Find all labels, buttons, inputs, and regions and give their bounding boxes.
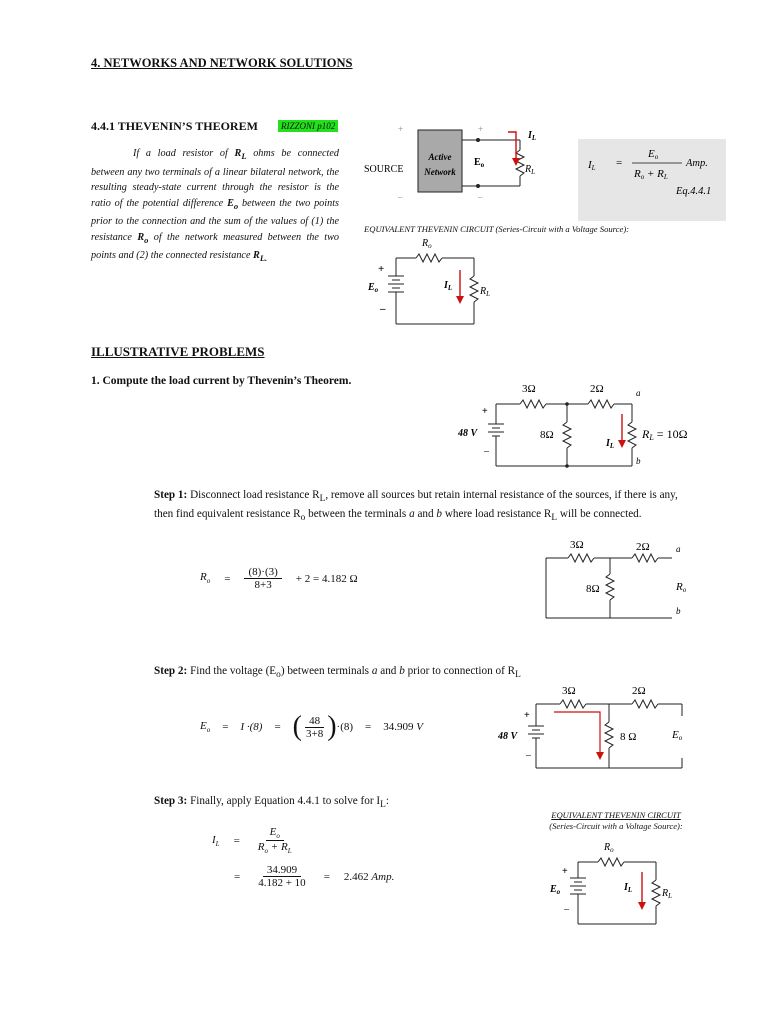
source-label: SOURCE (364, 164, 404, 175)
eo-label: Eo (672, 729, 683, 742)
terminal-b: b (676, 606, 681, 616)
rl-label: $R_L$ (480, 286, 491, 298)
minus-sign: – (484, 446, 489, 457)
ro-label: $R_o$ (422, 238, 432, 250)
il-label: $I_L$ (528, 130, 537, 142)
ro-label: Ro (676, 581, 687, 594)
reference-tag: RIZZONI p102 (278, 120, 338, 132)
ro-resistor (416, 254, 442, 262)
minus-sign: – (526, 750, 531, 761)
rl-label: $R_L$ (662, 888, 673, 900)
minus-sign: – (564, 904, 569, 915)
eq-den: Ro + RL (634, 168, 668, 181)
eq-num: Eo (648, 148, 659, 161)
step1-equation: $R_o$ = $\frac{(8)\cdot(3)}{8+3}$ + 2 = 4.182 Ω (200, 566, 358, 591)
plus-sign: + (562, 866, 568, 877)
resistor-2ohm (588, 400, 614, 408)
rl-label: RL = 10Ω (642, 427, 688, 442)
current-arrow (554, 712, 600, 754)
plus-sign: + (482, 406, 488, 417)
subsection-title: 4.4.1 THEVENIN’S THEOREM (91, 119, 258, 133)
eq-tag: Eq.4.4.1 (676, 186, 712, 197)
resistor-label: 2Ω (590, 383, 604, 395)
current-arrow (508, 132, 516, 160)
plus-sign: + (378, 263, 385, 275)
section-title: 4. NETWORKS AND NETWORK SOLUTIONS (91, 56, 353, 70)
step3-caption: EQUIVALENT THEVENIN CIRCUIT (Series-Circuit with a Voltage Source): (549, 810, 683, 831)
box-label: Active (428, 152, 452, 162)
rl-label: $R_L$ (525, 164, 536, 176)
eq-unit: Amp. (686, 158, 708, 169)
step1-text: Step 1: Disconnect load resistance $R_L$, remove all sources but retain internal resistance of the sources, if there is any, then find equivalent resistance $R_o$ between the terminals a and b where load resistance $R_L$ will be connected. (154, 489, 678, 524)
minus-sign: – (398, 192, 403, 202)
resistor-label: 3Ω (522, 383, 536, 395)
resistor-label: 2Ω (636, 541, 650, 553)
plus-sign: + (524, 710, 530, 721)
plus-sign: + (398, 124, 404, 134)
eo-label: $E_o$ (550, 884, 561, 896)
equiv-caption: EQUIVALENT THEVENIN CIRCUIT (Series-Circuit with a Voltage Source): (364, 224, 630, 234)
resistor-label: 3Ω (562, 685, 576, 697)
il-label: $I_L$ (444, 280, 453, 292)
ro-label: $R_o$ (604, 842, 614, 854)
il-label: $I_L$ (606, 438, 615, 450)
minus-sign: – (380, 303, 386, 315)
resistor-8ohm (563, 422, 571, 448)
problems-title: ILLUSTRATIVE PROBLEMS (91, 344, 265, 359)
theorem-text: If a load resistor of $R_L$ ohms be connected between any two terminals of a linear bilateral network, the resulting steady-state current through the resistor is the ratio of the potential difference $E_o$ between the two points prior to the connection and the sum of the values of (1) the resistance $R_o$ of the network measured between the two points and (2) the connected resistance $R_{L.}$ (91, 148, 339, 264)
load-resistor (628, 422, 636, 448)
eq-equals: = (616, 157, 623, 169)
resistor-label: 8Ω (586, 583, 600, 595)
problem-circuit (456, 378, 716, 470)
step2-equation: $E_o$ = I ·(8) = ( $\frac{48}{3+8}$ ) ·(8) = 34.909 V (200, 711, 423, 742)
step2-text: Step 2: Find the voltage $(E_o)$ between terminals a and b prior to connection of $R_L$ (154, 665, 521, 681)
eq-lhs: IL (588, 159, 596, 172)
terminal-b: b (636, 456, 641, 466)
resistor-label: 8Ω (540, 429, 554, 441)
equation-4-4-1 (578, 139, 726, 221)
source-label: 48 V (498, 731, 518, 742)
problem1-title: 1. Compute the load current by Thevenin’s Theorem. (91, 375, 352, 387)
step1-circuit (540, 536, 710, 624)
plus-sign: + (478, 124, 484, 134)
il-label: $I_L$ (624, 882, 633, 894)
step3-equiv-circuit (548, 838, 678, 930)
step2-circuit (496, 680, 696, 772)
minus-sign: – (478, 192, 483, 202)
step3-text: Step 3: Finally, apply Equation 4.4.1 to solve for $I_L$: (154, 795, 389, 811)
resistor-label: 3Ω (570, 539, 584, 551)
step3-equation-2: = $\frac{34.909}{4.182 + 10}$ = 2.462 Amp. (234, 864, 395, 889)
terminal-a: a (676, 544, 681, 554)
resistor-label: 2Ω (632, 685, 646, 697)
equiv-circuit-diagram (364, 236, 494, 332)
box-label: Network (424, 167, 456, 177)
eo-label: $E_o$ (474, 157, 485, 169)
step3-equation: $I_L$ = $\frac{E_o}{R_o + R_L}$ (212, 826, 292, 856)
eo-label: $E_o$ (368, 282, 379, 294)
resistor-3ohm (520, 400, 546, 408)
active-network-diagram (360, 120, 550, 216)
terminal-a: a (636, 388, 641, 398)
rl-resistor (470, 276, 478, 302)
source-label: 48 V (458, 428, 478, 439)
resistor-label: 8 Ω (620, 731, 637, 743)
